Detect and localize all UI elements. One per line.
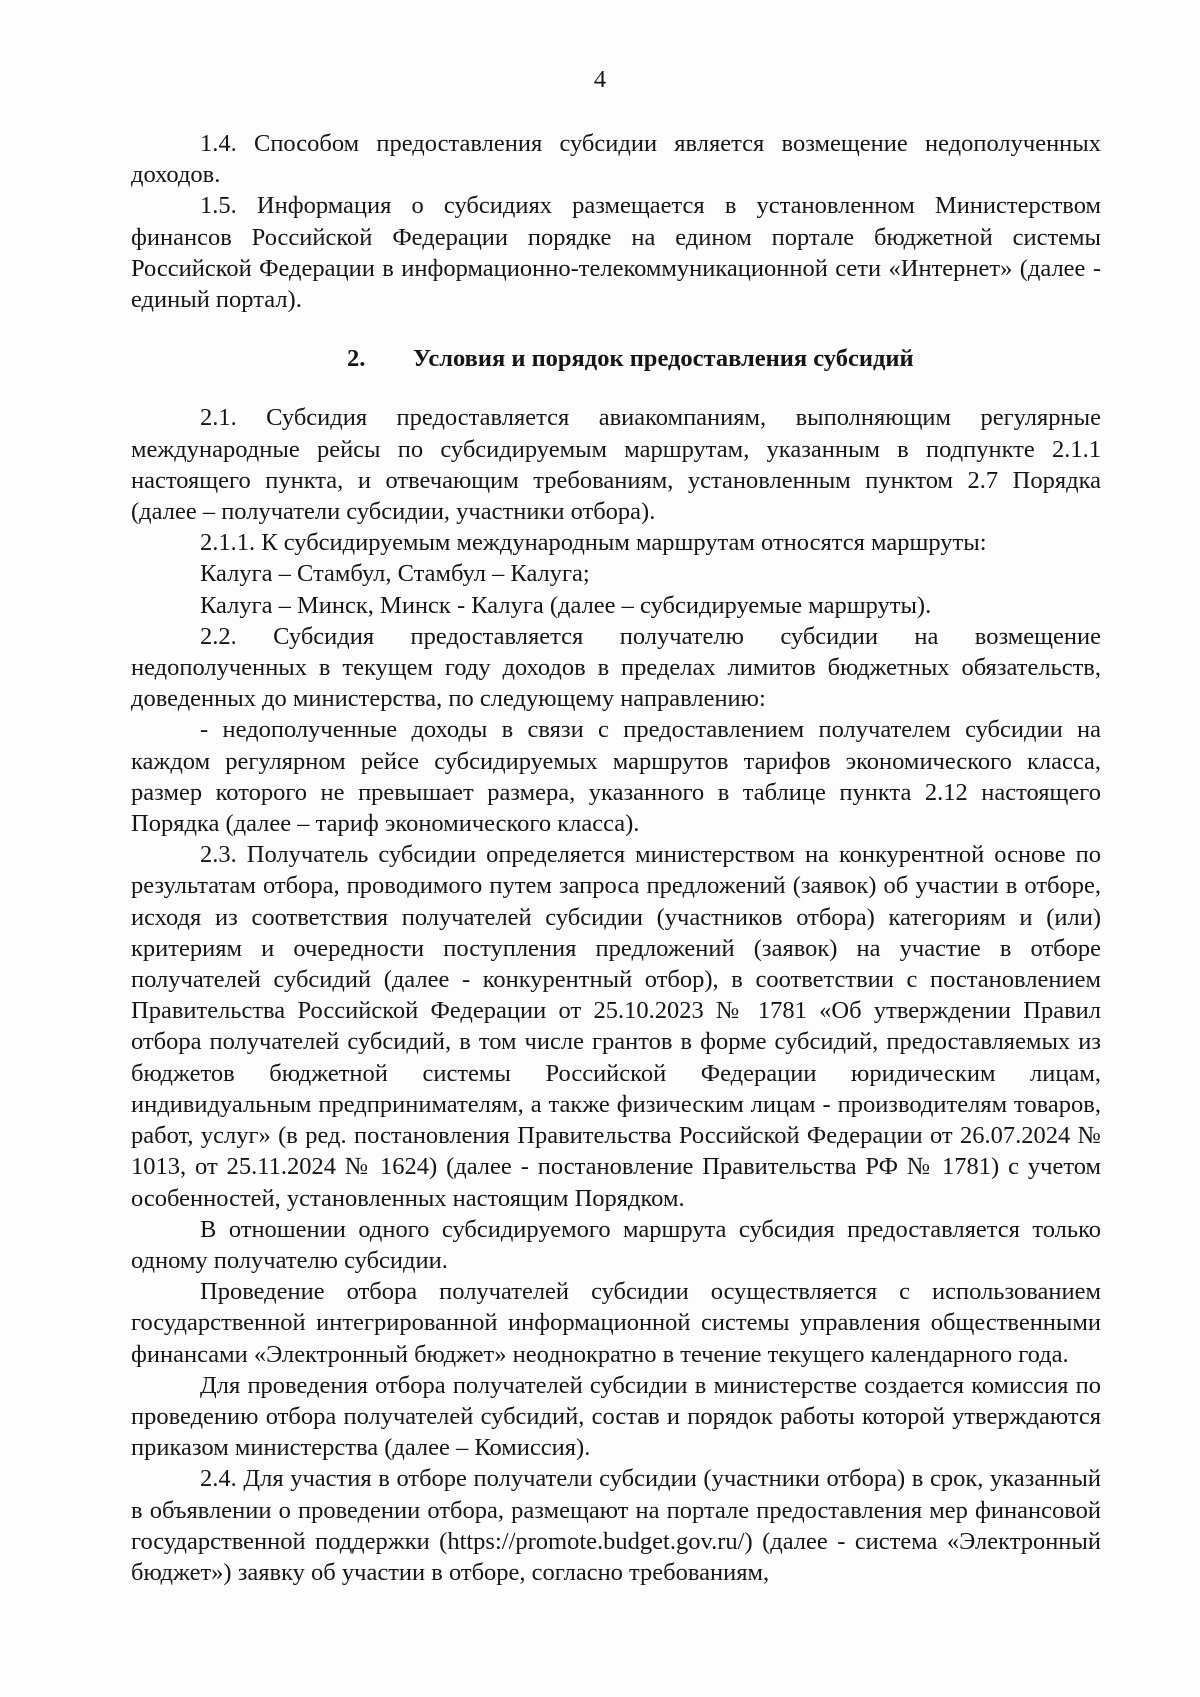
paragraph-2-1-1: 2.1.1. К субсидируемым международным маршрутам относятся маршруты: (200, 529, 987, 557)
paragraph-2-2: 2.2. Субсидия предоставляется получателю субсидии на возмещение недополученных в текущем году доходов в пределах лимитов бюджетных обязательств, доведенных до министерства, по следующему направлению: (131, 622, 1101, 713)
page-number: 4 (593, 66, 607, 93)
route-list-item-istanbul: Калуга – Стамбул, Стамбул – Калуга; (200, 560, 590, 588)
paragraph-1-4: 1.4. Способом предоставления субсидии является возмещение недополученных доходов. (131, 130, 1101, 189)
paragraph-commission: Для проведения отбора получателей субсидии в министерстве создается комиссия по проведению отбора получателей субсидий, состав и порядок работы которой утверждаются приказом министерства (далее – Комиссия). (131, 1371, 1101, 1462)
paragraph-2-3: 2.3. Получатель субсидии определяется министерством на конкурентной основе по результатам отбора, проводимого путем запроса предложений (заявок) об участии в отборе, исходя из соответствия получателей субсидии (участников отбора) категориям и (или) критериям и очередности поступления предложений (заявок) на участие в отборе получателей субсидий (далее - конкурентный отбор), в соответствии с постановлением Правительства Российской Федерации от 25.10.2023 № 1781 «Об утверждении Правил отбора получателей субсидий, в том числе грантов в форме субсидий, предоставляемых из бюджетов бюджетной системы Российской Федерации юридическим лицам, индивидуальным предпринимателям, а также физическим лицам - производителям товаров, работ, услуг» (в ред. постановления Правительства Российской Федерации от 26.07.2024 № 1013, от 25.11.2024 № 1624) (далее - постановление Правительства РФ № 1781) с учетом особенностей, установленных настоящим Порядком. (131, 841, 1101, 1212)
paragraph-2-1: 2.1. Субсидия предоставляется авиакомпаниям, выполняющим регулярные международные рейсы по субсидируемым маршрутам, указанным в подпункте 2.1.1 настоящего пункта, и отвечающим требованиям, установленным пунктом 2.7 Порядка (далее – получатели субсидии, участники отбора). (131, 404, 1101, 526)
paragraph-2-2-direction: - недополученные доходы в связи с предоставлением получателем субсидии на каждом регулярном рейсе субсидируемых маршрутов тарифов экономического класса, размер которого не превышает размера, указанного в таблице пункта 2.12 настоящего Порядка (далее – тариф экономического класса). (131, 716, 1101, 838)
document-body (131, 128, 1101, 1588)
paragraph-2-4: 2.4. Для участия в отборе получатели субсидии (участники отбора) в срок, указанный в объявлении о проведении отбора, размещают на портале предоставления мер финансовой государственной поддержки (https://promote.budget.gov.ru/) (далее - система «Электронный бюджет») заявку об участии в отборе, согласно требованиям, (131, 1465, 1101, 1586)
paragraph-single-recipient: В отношении одного субсидируемого маршрута субсидия предоставляется только одному получателю субсидии. (131, 1215, 1101, 1274)
route-list-item-minsk: Калуга – Минск, Минск - Калуга (далее – субсидируемые маршруты). (200, 591, 932, 619)
section-title: Условия и порядок предоставления субсидий (413, 345, 914, 373)
section-number: 2. (347, 345, 366, 373)
paragraph-1-5: 1.5. Информация о субсидиях размещается в установленном Министерством финансов Российской Федерации порядке на едином портале бюджетной системы Российской Федерации в информационно-телекоммуникационной сети «Интернет» (далее - единый портал). (131, 192, 1101, 314)
section-heading (131, 343, 1101, 374)
paragraph-electronic-budget: Проведение отбора получателей субсидии осуществляется с использованием государственной интегрированной информационной системы управления общественными финансами «Электронный бюджет» неоднократно в течение текущего календарного года. (131, 1278, 1101, 1368)
